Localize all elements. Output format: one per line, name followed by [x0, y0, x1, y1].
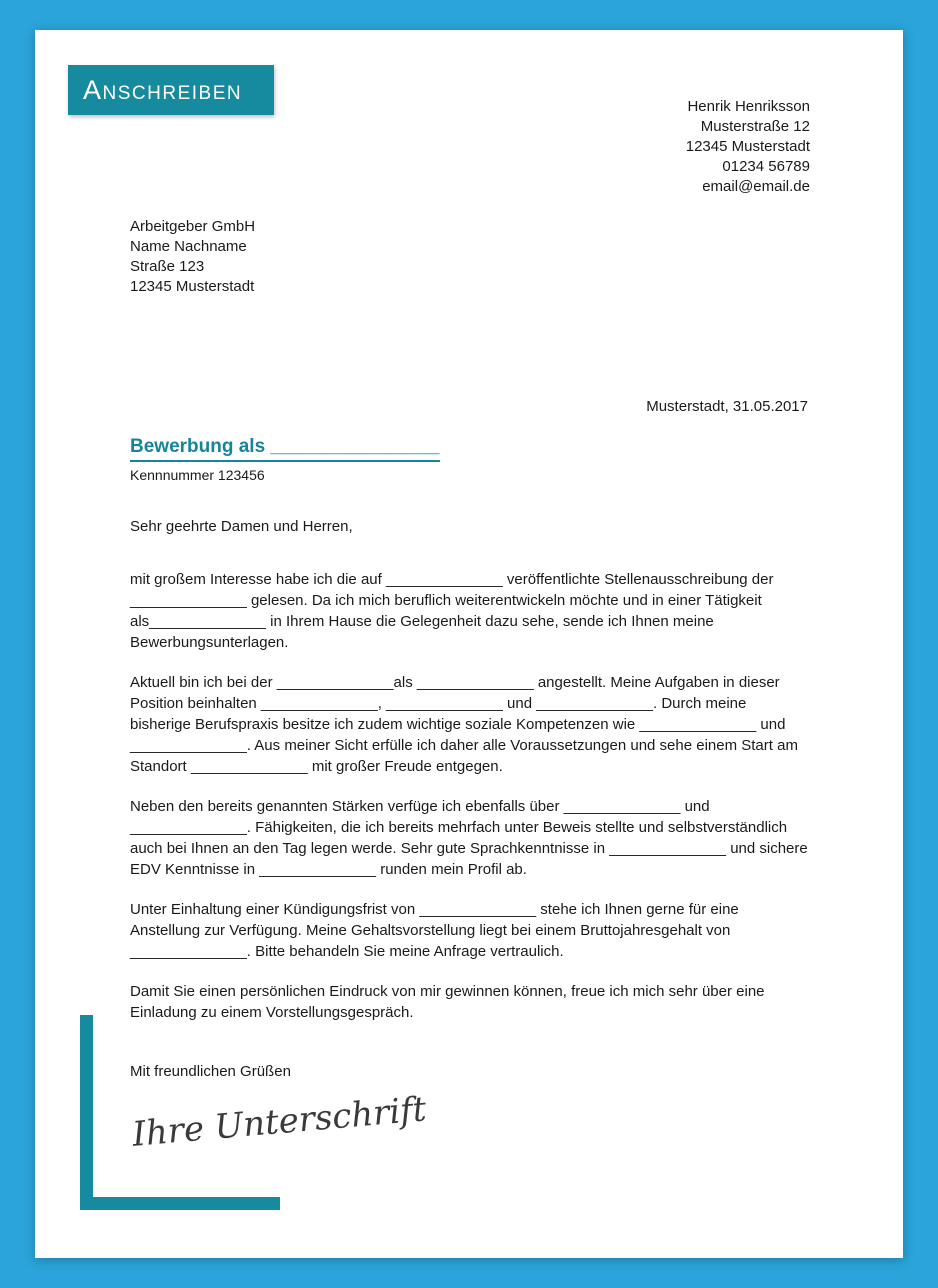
sender-city: 12345 Musterstadt [685, 138, 810, 155]
paragraph-5: Damit Sie einen persönlichen Eindruck von mir gewinnen können, freue ich mich sehr über eine Einladung zu einem Vorstellungsgespräch. [130, 983, 765, 1021]
paragraph-1: mit großem Interesse habe ich die auf ______________ veröffentlichte Stellenausschreibung der ______________ gelesen. Da ich mich beruflich weiterentwickeln möchte und in einer Tätigkeit als______________ in Ihrem Hause die Gelegenheit dazu sehe, sende ich Ihnen meine Bewerbungsunterlagen. [130, 571, 774, 651]
letter-body [130, 435, 810, 1158]
header-band [68, 65, 274, 115]
sender-address-block [686, 97, 810, 197]
closing-line: Mit freundlichen Grüßen [130, 1063, 291, 1080]
paragraph-2: Aktuell bin ich bei der ______________als ______________ angestellt. Meine Aufgaben in dieser Position beinhalten ______________, ______________ und ______________. Durch meine bisherige Berufspraxis besitze ich zudem wichtige soziale Kompetenzen wie ______________ und ______________. Aus meiner Sicht erfülle ich daher alle Voraussetzungen und sehe einem Start am Standort ______________ mit großer Freude entgegen. [130, 674, 798, 775]
reference-number: Kennnummer 123456 [130, 467, 265, 483]
corner-decoration-vertical [80, 1015, 93, 1210]
sender-street: Musterstraße 12 [700, 118, 810, 135]
recipient-street: Straße 123 [130, 258, 205, 275]
sender-phone: 01234 56789 [722, 158, 810, 175]
header-band-label: ANSCHREIBEN [83, 74, 243, 105]
subject-title: Bewerbung als ________________ [130, 435, 440, 462]
signature [130, 1088, 810, 1158]
signature-text: Ihre Unterschrift [130, 1089, 428, 1155]
recipient-city: 12345 Musterstadt [130, 278, 255, 295]
recipient-name: Name Nachname [130, 238, 247, 255]
signature-image [130, 1088, 430, 1158]
sender-email: email@email.de [702, 178, 810, 195]
recipient-company: Arbeitgeber GmbH [130, 218, 256, 235]
paragraph-4: Unter Einhaltung einer Kündigungsfrist von ______________ stehe ich Ihnen gerne für eine Anstellung zur Verfügung. Meine Gehaltsvorstellung liegt bei einem Bruttojahresgehalt von ______________. Bitte behandeln Sie meine Anfrage vertraulich. [130, 901, 739, 960]
corner-decoration-horizontal [80, 1197, 280, 1210]
paragraph-3: Neben den bereits genannten Stärken verfüge ich ebenfalls über ______________ und ______________. Fähigkeiten, die ich bereits mehrfach unter Beweis stellte und selbstverständlich auch bei Ihnen an den Tag legen werde. Sehr gute Sprachkenntnisse in ______________ und sichere EDV Kenntnisse in ______________ runden mein Profil ab. [130, 798, 808, 878]
sender-name: Henrik Henriksson [687, 98, 810, 115]
salutation: Sehr geehrte Damen und Herren, [130, 518, 353, 535]
date-line: Musterstadt, 31.05.2017 [646, 398, 808, 415]
letter-page [35, 30, 903, 1258]
recipient-address-block [130, 217, 255, 297]
